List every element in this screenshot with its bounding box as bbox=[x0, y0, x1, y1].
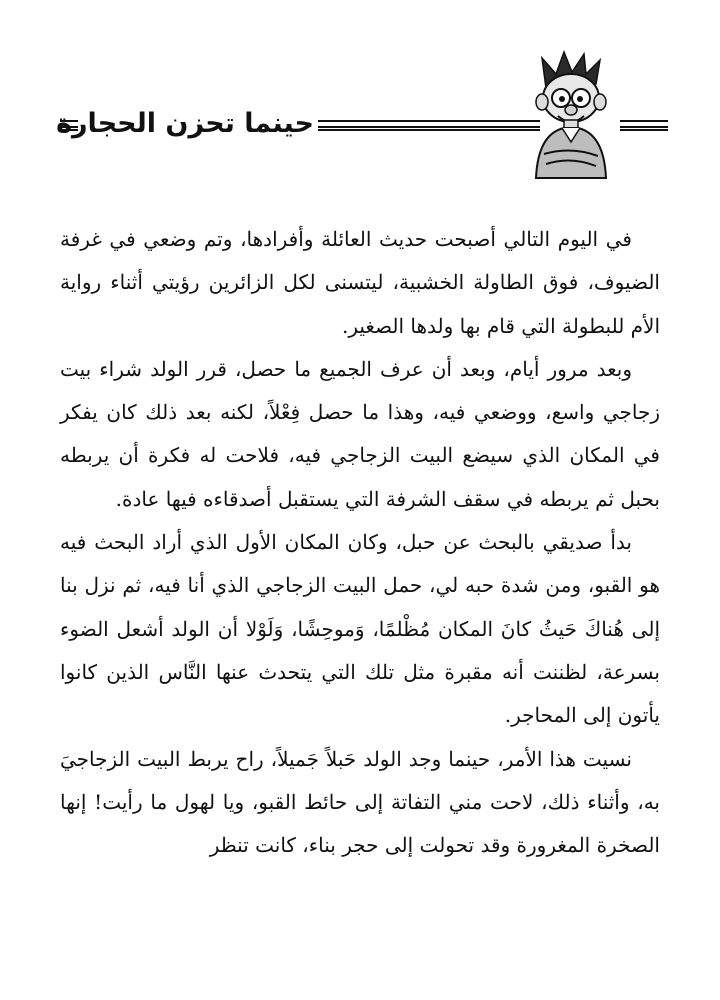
page-header bbox=[30, 50, 666, 180]
paragraph: بدأ صديقي بالبحث عن حبل، وكان المكان الأول الذي أراد البحث فيه هو القبو، ومن شدة حبه لي، حمل البيت الزجاجي الذي أنا فيه، ثم نزل بنا إلى هُناكَ حَيثُ كانَ المكان مُظْلمًا، وَموحِشًا، وَلَوْلا أن الولد أشعل الضوء بسرعة، لظننت أنه مقبرة مثل تلك التي يتحدث عنها النَّاس الذين كانوا يأتون إلى المحاجر. bbox=[60, 530, 660, 728]
decorative-lines-middle bbox=[318, 120, 540, 131]
paragraph: في اليوم التالي أصبحت حديث العائلة وأفرادها، وتم وضعي في غرفة الضيوف، فوق الطاولة الخشبية، ليتسنى لكل الزائرين رؤيتي أثناء رواية الأم للبطولة التي قام بها ولدها الصغير. bbox=[60, 227, 660, 338]
decorative-lines-right bbox=[620, 120, 668, 131]
chapter-title: حينما تحزن الحجارة bbox=[56, 108, 314, 139]
paragraph: نسيت هذا الأمر، حينما وجد الولد حَبلاً جَميلاً، راح يربط البيت الزجاجيَ به، وأثناء ذلك، لاحت مني التفاتة إلى حائط القبو، ويا لهول ما رأيت! إنها الصخرة المغرورة وقد تحولت إلى حجر بناء، كانت تنظر bbox=[60, 746, 660, 858]
cartoon-boy-with-glasses-icon bbox=[516, 50, 626, 180]
paragraph: وبعد مرور أيام، وبعد أن عرف الجميع ما حصل، قرر الولد شراء بيت زجاجي واسع، ووضعي فيه، وهذا ما حصل فِعْلاً، لكنه بعد ذلك كان يفكر في المكان الذي سيضع البيت الزجاجي فيه، فلاحت له فكرة أن يربطه بحبل ثم يربطه في سقف الشرفة التي يستقبل أصدقاءه فيها عادة. bbox=[60, 356, 660, 511]
story-text bbox=[60, 218, 660, 867]
